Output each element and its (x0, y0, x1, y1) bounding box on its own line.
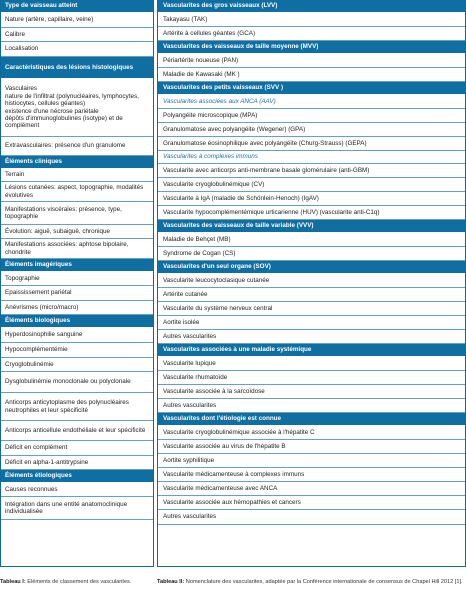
table-row (158, 454, 465, 468)
table-row (158, 109, 465, 123)
table-row (1, 483, 153, 497)
table-cell-text: Artérite à cellules géantes (GCA) (163, 29, 256, 37)
table-cell-text: Vascularites associées aux ANCA (AAV) (163, 97, 276, 105)
table-cell-text: Vascularites à complexes immuns (163, 153, 258, 161)
table-cell-text: Vascularite leucocytoclasique cutanée (163, 276, 270, 284)
table-section-header (158, 0, 465, 13)
table-cell-text: Vascularites des petits vaisseaux (SVV ) (163, 84, 284, 92)
table-row (1, 13, 153, 28)
table-cell-text: Vascularite associée aux hémopathies et cancers (163, 498, 301, 506)
table-cell-text: Artérite cutanée (163, 290, 208, 298)
table-cell-text: Cryoglobulinémie (5, 360, 54, 368)
table-section-header (1, 315, 153, 328)
table-section-header (1, 57, 153, 79)
table-cell-text: Lésions cutanées: aspect, topographie, modalités évolutives (5, 184, 144, 199)
table-row (1, 169, 153, 182)
table-section-header (158, 220, 465, 233)
table-cell-text: Autres vascularites (163, 513, 217, 521)
table-cell-text: Vascularite médicamenteuse avec ANCA (163, 484, 278, 492)
table-row (1, 137, 153, 156)
table2-caption-label: Tableau II: (157, 579, 185, 585)
table-cell-text: Vascularites d'un seul organe (SOV) (163, 263, 271, 271)
table-cell-text: Vasculaires nature de l'infiltrat (polynucléaires, lymphocytes, histiocytes, cellules géantes) existence d'une nécrose pariétale dépôts d'immunoglobulines (isotype) et de complément (5, 85, 139, 130)
table-cell-text: Anévrismes (micro/macro) (5, 303, 79, 311)
table-cell-text: Anticorps anticytoplasme des polynucléaires neutrophiles et leur spécificité (5, 399, 129, 414)
table-cell-text: Vascularite cryoglobulinémique associée à l'hépatite C (163, 428, 315, 436)
table-cell-text: Vascularite hypocomplémentémique urticarienne (HUV) (vascularite anti-C1q) (163, 208, 380, 216)
table-cell-text: Epaississement pariétal (5, 289, 72, 297)
table-row (1, 225, 153, 239)
table-cell-text: Éléments étiologiques (5, 472, 72, 480)
table-row (158, 274, 465, 288)
table-vasculitis-nomenclature (157, 0, 466, 567)
table-cell-text: Aortite isolée (163, 318, 200, 326)
table-row (158, 330, 465, 344)
table-cell-text: Anticorps anticellule endothéliale et leur spécificité (5, 426, 146, 434)
table-row (1, 328, 153, 343)
table1-caption (0, 579, 156, 586)
table-row (158, 385, 465, 399)
table-row (1, 239, 153, 259)
table-cell-text: Vascularite du système nerveux central (163, 304, 273, 312)
table1-caption-label: Tableau I: (0, 579, 26, 585)
table-cell-text: Autres vascularites (163, 332, 217, 340)
table-cell-text: Vascularites dont l'étiologie est connue (163, 415, 282, 423)
table-row (1, 497, 153, 520)
table-cell-text: Autres vascularites (163, 401, 217, 409)
table-row (1, 393, 153, 421)
table-row (158, 496, 465, 510)
table-row (158, 357, 465, 371)
table-row (158, 54, 465, 68)
table-section-header (158, 344, 465, 357)
table-section-header (158, 82, 465, 95)
table-row (1, 42, 153, 57)
table-cell-text: Aortite syphilitique (163, 456, 215, 464)
table-row (158, 206, 465, 220)
table-row (158, 233, 465, 247)
table-section-header (1, 0, 153, 13)
table-row (158, 288, 465, 302)
table-cell-text: Évolution: aiguë, subaiguë, chronique (5, 227, 111, 235)
table-cell-text: Vascularite rhumatoïde (163, 373, 228, 381)
table-cell-text: Caractéristiques des lésions histologiques (5, 63, 134, 71)
table-cell-text: Takayasu (TAK) (163, 15, 208, 23)
table-row (158, 27, 465, 41)
table-cell-text: Déficit en alpha-1-antitrypsine (5, 458, 89, 466)
table2-caption-text: Nomenclature des vascularites, adaptée par la Conférence internationale de consensus de Chapel Hill 2012 [1]. (184, 579, 463, 585)
table-section-header (158, 261, 465, 274)
table-row (158, 440, 465, 454)
table-row (158, 137, 465, 151)
table-cell-text: Intégration dans une entité anatomoclinique individualisée (5, 500, 128, 515)
table-cell-text: Granulomatose éosinophilique avec polyangéite (Churg-Strauss) (GEPA) (163, 139, 367, 147)
table-classification-elements (0, 0, 154, 567)
table-cell-text: Vascularite lupique (163, 359, 216, 367)
table-cell-text: Vascularites des gros vaisseaux (LVV) (163, 2, 278, 10)
table-cell-text: Manifestations viscérales: présence, type, topographie (5, 205, 122, 220)
table-cell-text: Polyangéite microscopique (MPA) (163, 111, 258, 119)
table-row (1, 343, 153, 358)
table-cell-text: Maladie de Behçet (MB) (163, 235, 231, 243)
table-cell-text: Dysglobulinémie monoclonale ou polyclonale (5, 378, 131, 386)
table-cell-text: Éléments biologiques (5, 317, 71, 325)
table-cell-text: Vascularites des vaisseaux de taille moyenne (MVV) (163, 43, 319, 51)
table-row (158, 302, 465, 316)
table-row (158, 192, 465, 206)
table-row (1, 441, 153, 456)
table-row (1, 286, 153, 301)
table-row (158, 510, 465, 525)
table-cell-text: Vascularite cryoglobulinémique (CV) (163, 180, 265, 188)
table-cell-text: Type de vaisseau atteint (5, 2, 78, 10)
table-row (158, 482, 465, 496)
table-row (158, 399, 465, 413)
table-cell-text: Vascularite associée à la sarcoïdose (163, 387, 265, 395)
table-row (1, 79, 153, 137)
table-cell-text: Vascularite associée au virus de l'hépatite B (163, 442, 286, 450)
table-row (158, 426, 465, 440)
table-cell-text: Vascularite médicamenteuse à complexes immuns (163, 470, 305, 478)
table-cell-text: Vascularites des vaisseaux de taille variable (VVV) (163, 222, 314, 230)
table-section-header (1, 156, 153, 169)
table-cell-text: Éléments cliniques (5, 158, 63, 166)
table-row (158, 13, 465, 27)
table-subsection-header (158, 151, 465, 164)
table-cell-text: Éléments imagériques (5, 261, 72, 269)
table-row (158, 178, 465, 192)
table-cell-text: Vascularite avec anticorps anti-membrane basale glomérulaire (anti-GBM) (163, 166, 370, 174)
table-cell-text: Hypocomplémentémie (5, 346, 68, 354)
table-row (1, 456, 153, 470)
table-row (158, 247, 465, 261)
table-row (1, 301, 153, 315)
table-row (158, 164, 465, 178)
table-section-header (158, 413, 465, 426)
table-section-header (1, 470, 153, 483)
table-cell-text: Manifestations associées: aphtose bipolaire, chondrite (5, 241, 129, 256)
table-cell-text: Déficit en complément (5, 444, 68, 452)
table-row (1, 182, 153, 202)
table-cell-text: Extravasculaires: présence d'un granulome (5, 142, 126, 150)
table-section-header (1, 259, 153, 272)
table-cell-text: Granulomatose avec polyangéite (Wegener) (GPA) (163, 125, 306, 133)
table-row (1, 28, 153, 42)
table-row (1, 421, 153, 441)
table-cell-text: Calibre (5, 30, 25, 38)
table-row (158, 68, 465, 82)
table-cell-text: Syndrome de Cogan (CS) (163, 249, 236, 257)
table-cell-text: Vascularite à IgA (maladie de Schönlein-Henoch) (IgAV) (163, 194, 319, 202)
table-section-header (158, 41, 465, 54)
table-subsection-header (158, 95, 465, 109)
table-cell-text: Topographie (5, 274, 40, 282)
table-row (1, 358, 153, 372)
table-row (158, 371, 465, 385)
table-cell-text: Terrain (5, 171, 25, 179)
table1-caption-text: Eléments de classement des vascularites. (25, 579, 132, 585)
table-row (158, 316, 465, 330)
table-row (158, 468, 465, 482)
table-cell-text: Hyperdosinophilie sanguine (5, 331, 83, 339)
table-cell-text: Périartérite noueuse (PAN) (163, 56, 239, 64)
table-cell-text: Causes reconnues (5, 485, 58, 493)
table2-caption (157, 579, 466, 586)
table-cell-text: Nature (artère, capillaire, veine) (5, 16, 94, 24)
table-cell-text: Vascularites associées à une maladie systémique (163, 346, 312, 354)
table-row (1, 272, 153, 286)
table-cell-text: Localisation (5, 45, 39, 53)
table-row (1, 202, 153, 225)
table-cell-text: Maladie de Kawasaki (MK ) (163, 70, 240, 78)
table-row (1, 372, 153, 393)
table-row (158, 123, 465, 137)
